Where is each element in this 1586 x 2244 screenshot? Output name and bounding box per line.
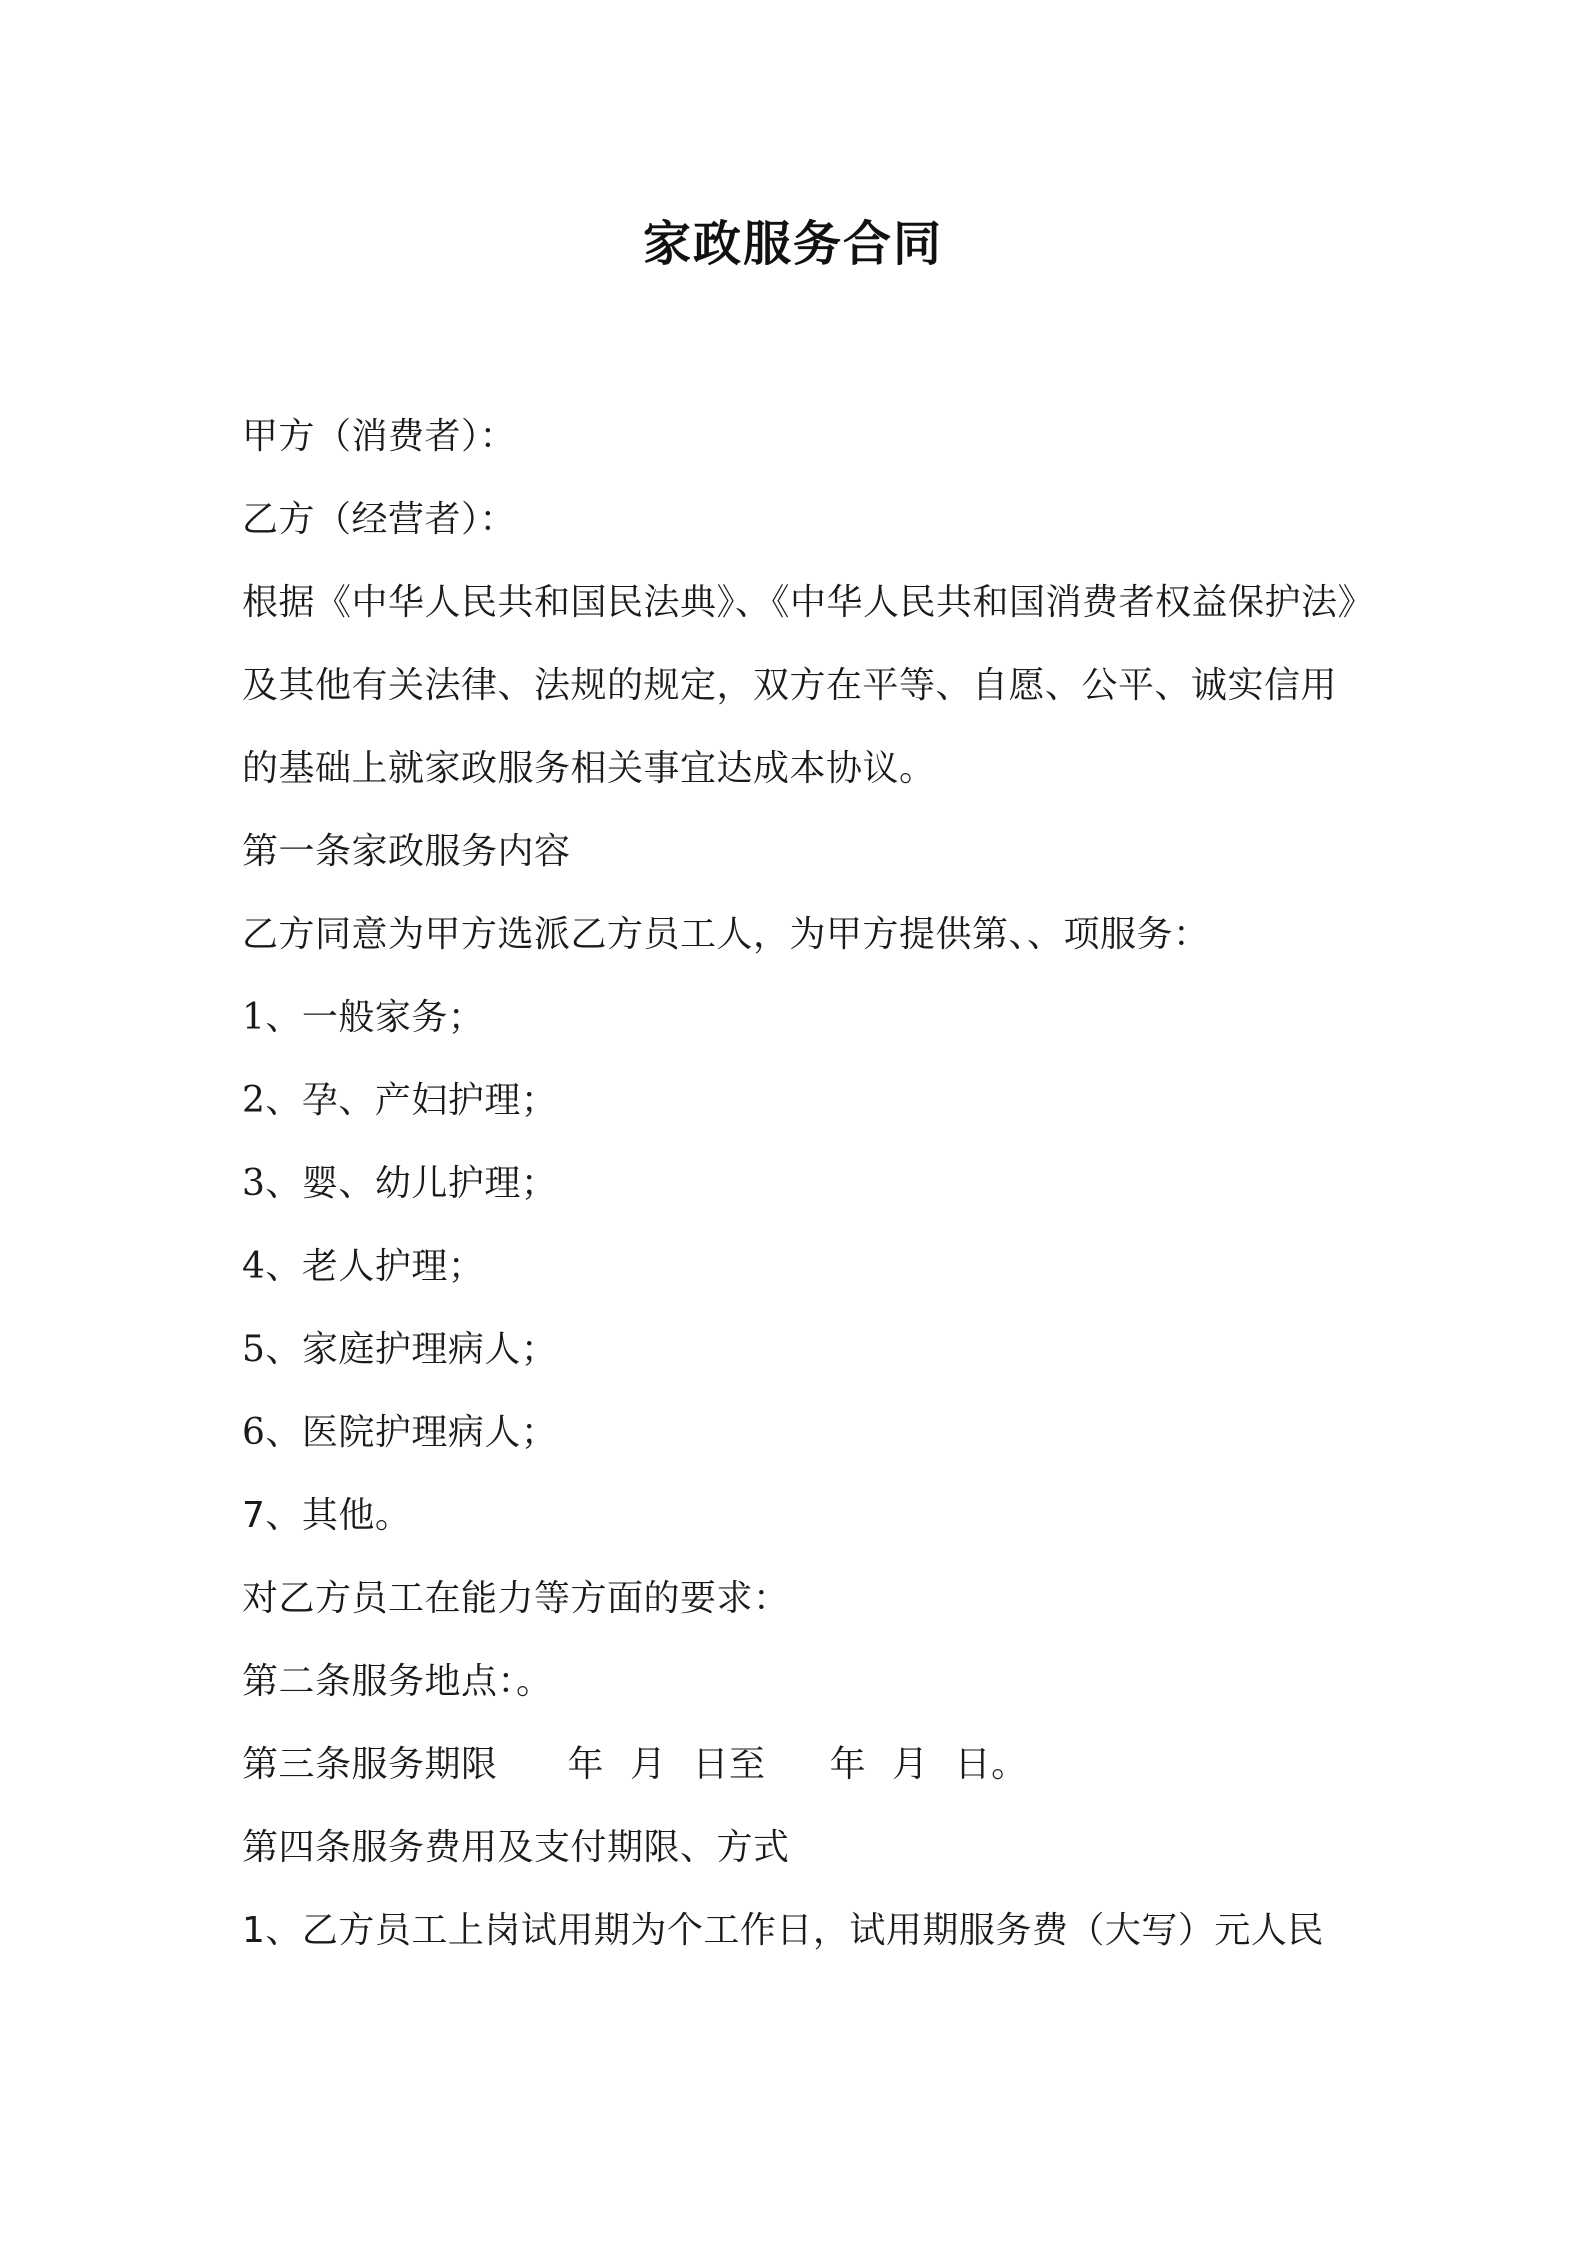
end-month-label: 月 bbox=[892, 1744, 929, 1785]
article-4-item-number: 1 bbox=[242, 1910, 266, 1951]
service-item-2 bbox=[242, 1074, 1362, 1157]
article-1-intro: 乙方同意为甲方选派乙方员工人，为甲方提供第、、项服务： bbox=[242, 914, 1210, 955]
service-item-text: 、婴、幼儿护理； bbox=[265, 1163, 558, 1204]
service-item-text: 、老人护理； bbox=[265, 1246, 485, 1287]
service-item-6 bbox=[242, 1406, 1362, 1489]
document-title: 家政服务合同 bbox=[642, 216, 943, 272]
preamble-line-1: 根据《中华人民共和国民法典》、《中华人民共和国消费者权益保护法》 bbox=[242, 582, 1375, 623]
service-item-text: 、孕、产妇护理； bbox=[265, 1080, 558, 1121]
party-a-line: 甲方（消费者）： bbox=[242, 416, 517, 457]
service-item-number: 1 bbox=[242, 997, 266, 1038]
service-item-number: 5 bbox=[242, 1329, 266, 1370]
service-item-number: 3 bbox=[242, 1163, 266, 1204]
article-3-heading: 第三条服务期限 bbox=[242, 1744, 498, 1785]
start-month-label: 月 bbox=[630, 1744, 667, 1785]
service-item-text: 、一般家务； bbox=[265, 997, 485, 1038]
service-item-4 bbox=[242, 1240, 1362, 1323]
start-day-label: 日至 bbox=[692, 1744, 766, 1785]
party-b-line: 乙方（经营者）： bbox=[242, 499, 517, 540]
article-4-item-text: 、乙方员工上岗试用期为个工作日，试用期服务费（大写）元人民 bbox=[265, 1910, 1324, 1951]
service-item-text: 、医院护理病人； bbox=[265, 1412, 558, 1453]
article-3-line bbox=[242, 1738, 1362, 1821]
service-item-7 bbox=[242, 1489, 1362, 1572]
service-item-number: 7 bbox=[242, 1495, 266, 1536]
article-4-heading: 第四条服务费用及支付期限、方式 bbox=[242, 1827, 790, 1868]
service-item-text: 、家庭护理病人； bbox=[265, 1329, 558, 1370]
article-2-line: 第二条服务地点：。 bbox=[242, 1661, 553, 1702]
article-4-item-1 bbox=[242, 1904, 1362, 1987]
service-item-number: 2 bbox=[242, 1080, 266, 1121]
end-year-label: 年 bbox=[829, 1744, 867, 1785]
preamble-line-2: 及其他有关法律、法规的规定，双方在平等、自愿、公平、诚实信用 bbox=[242, 665, 1338, 706]
service-item-1 bbox=[242, 991, 1362, 1074]
preamble-line-3: 的基础上就家政服务相关事宜达成本协议。 bbox=[242, 748, 936, 789]
start-year-label: 年 bbox=[567, 1744, 605, 1785]
service-item-number: 4 bbox=[242, 1246, 266, 1287]
service-item-5 bbox=[242, 1323, 1362, 1406]
article-1-heading: 第一条家政服务内容 bbox=[242, 831, 571, 872]
service-item-number: 6 bbox=[242, 1412, 266, 1453]
service-item-3 bbox=[242, 1157, 1362, 1240]
service-item-text: 、其他。 bbox=[265, 1495, 412, 1536]
staff-requirement-line: 对乙方员工在能力等方面的要求： bbox=[242, 1578, 790, 1619]
end-day-label: 日。 bbox=[954, 1744, 1028, 1785]
document-body bbox=[242, 410, 1375, 1987]
